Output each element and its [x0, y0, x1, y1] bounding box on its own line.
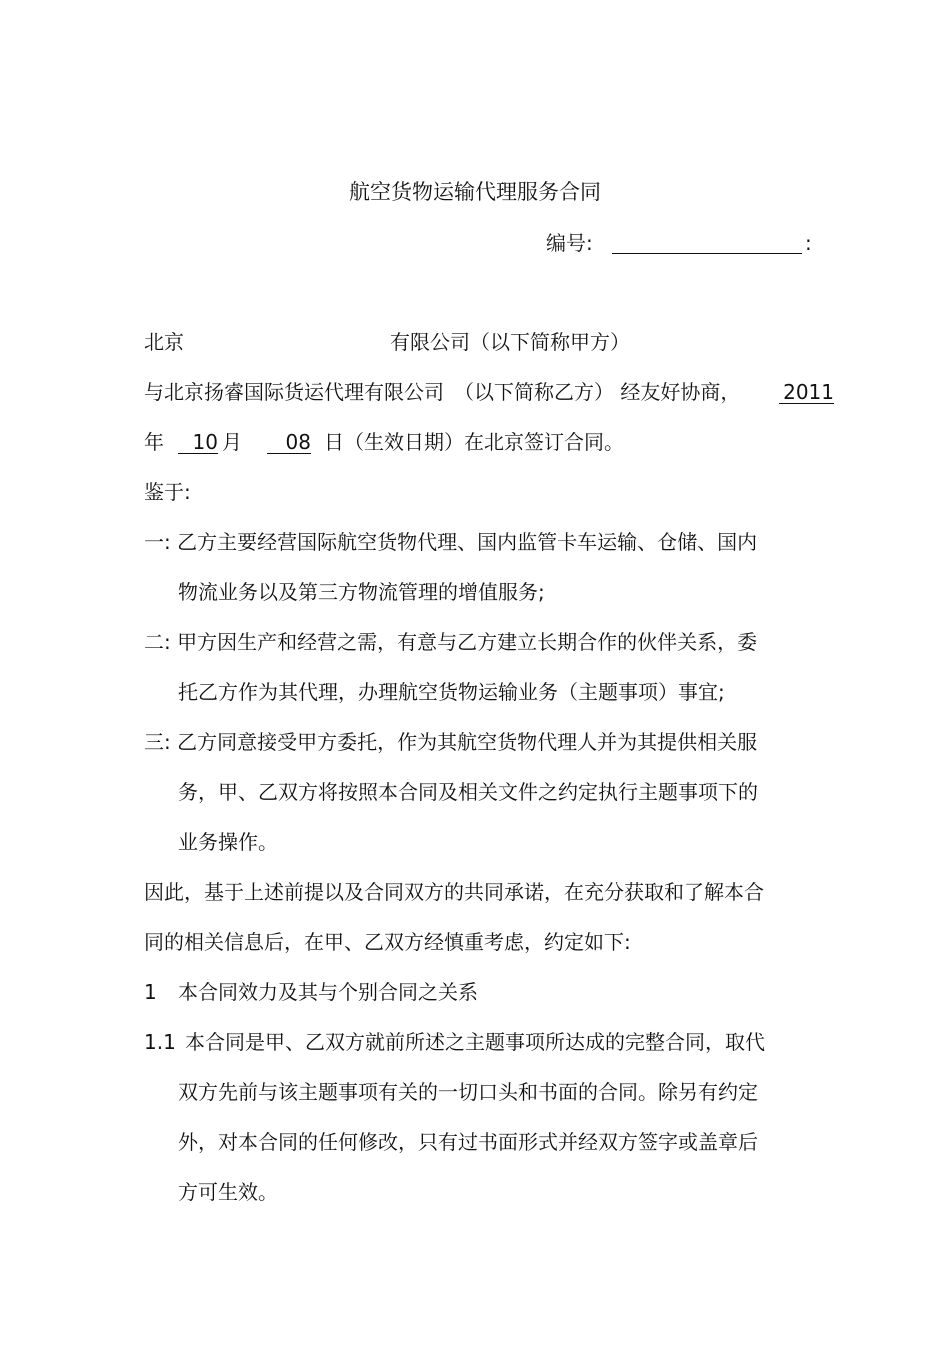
party-a-prefix: 北京	[144, 330, 184, 354]
clause11-line4: 方可生效。	[178, 1180, 278, 1204]
clause11-line1: 本合同是甲、乙双方就前所述之主题事项所达成的完整合同，取代	[185, 1030, 765, 1054]
contract-number-blank	[612, 231, 802, 254]
therefore-line2: 同的相关信息后，在甲、乙双方经慎重考虑，约定如下:	[144, 930, 631, 954]
section1-number: 1	[144, 980, 157, 1004]
clause11-number: 1.1	[144, 1030, 176, 1054]
clause11-line3: 外，对本合同的任何修改，只有过书面形式并经双方签字或盖章后	[178, 1130, 758, 1154]
contract-number-suffix: :	[805, 231, 812, 255]
year-value: 2011	[779, 379, 834, 405]
party-b-text: 与北京扬睿国际货运代理有限公司 （以下简称乙方） 经友好协商，	[144, 380, 741, 404]
therefore-line1: 因此，基于上述前提以及合同双方的共同承诺，在充分获取和了解本合	[144, 880, 764, 904]
item1-line1: 一: 乙方主要经营国际航空货物代理、国内监管卡车运输、仓储、国内	[144, 530, 758, 554]
section1-title: 本合同效力及其与个别合同之关系	[178, 980, 478, 1004]
item3-line2: 务，甲、乙双方将按照本合同及相关文件之约定执行主题事项下的	[178, 780, 758, 804]
item1-line2: 物流业务以及第三方物流管理的增值服务;	[178, 580, 545, 604]
year-label: 年	[144, 430, 164, 454]
item2-line2: 托乙方作为其代理，办理航空货物运输业务（主题事项）事宜;	[178, 680, 725, 704]
document-title: 航空货物运输代理服务合同	[349, 180, 601, 204]
item3-line3: 业务操作。	[178, 830, 278, 854]
party-b-line	[144, 379, 740, 405]
day-label: 日（生效日期）在北京签订合同。	[324, 430, 624, 454]
clause11-line2: 双方先前与该主题事项有关的一切口头和书面的合同。除另有约定	[178, 1080, 758, 1104]
contract-number-label: 编号:	[546, 231, 593, 255]
item3-line1: 三: 乙方同意接受甲方委托，作为其航空货物代理人并为其提供相关服	[144, 730, 758, 754]
day-value: 08	[267, 429, 311, 455]
whereas-heading: 鉴于:	[144, 480, 191, 504]
party-a-suffix: 有限公司（以下简称甲方）	[390, 330, 630, 354]
item2-line1: 二: 甲方因生产和经营之需，有意与乙方建立长期合作的伙伴关系，委	[144, 630, 758, 654]
month-label: 月	[222, 430, 242, 454]
month-value: 10	[178, 429, 218, 455]
